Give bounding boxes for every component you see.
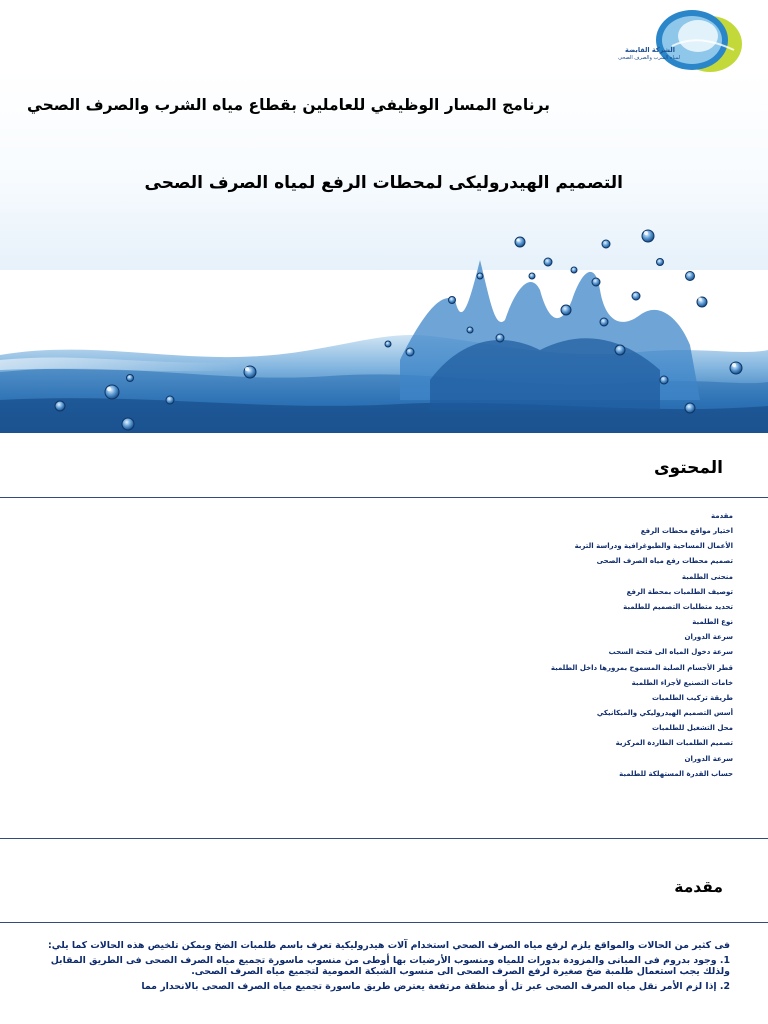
- toc-item[interactable]: تحديد متطلبات التصميم للطلمبة: [623, 602, 733, 611]
- company-logo: [612, 6, 744, 72]
- program-subtitle: برنامج المسار الوظيفي للعاملين بقطاع مياه الشرب والصرف الصحي: [26, 96, 550, 114]
- introduction-section: [0, 840, 768, 1024]
- toc-item[interactable]: تصميم محطات رفع مياه الصرف الصحى: [596, 557, 733, 566]
- toc-item[interactable]: محل التشغيل للطلمبات: [652, 724, 733, 733]
- intro-list-item: [30, 981, 730, 992]
- table-of-contents: [0, 433, 768, 839]
- logo-subtitle: لمياه الشرب والصرف الصحى: [618, 55, 680, 61]
- toc-item[interactable]: توصيف الطلمبات بمحطة الرفع: [626, 587, 733, 596]
- toc-item[interactable]: تصميم الطلمبات الطاردة المركزية: [615, 739, 733, 748]
- toc-item[interactable]: مقدمة: [711, 512, 733, 520]
- toc-item[interactable]: طريقة تركيب الطلمبات: [652, 693, 733, 702]
- toc-item[interactable]: الأعمال المساحية والطبوغرافية ودراسة التربة: [574, 542, 733, 551]
- intro-body: [30, 940, 730, 992]
- toc-item[interactable]: منحنى الطلمبة: [681, 572, 733, 581]
- toc-list: [313, 509, 733, 782]
- toc-item[interactable]: حساب القدرة المستهلكة للطلمبة: [619, 769, 733, 778]
- toc-item[interactable]: سرعة دخول المياه الى فتحة السحب: [608, 648, 733, 657]
- toc-item[interactable]: خامات التصنيع لأجزاء الطلمبة: [631, 678, 733, 687]
- toc-item[interactable]: سرعة الدوران: [684, 754, 733, 763]
- intro-heading: مقدمة: [674, 878, 723, 896]
- cover-banner: [0, 0, 768, 433]
- logo-name: الشركة القابضة: [625, 46, 675, 54]
- intro-list-item: [30, 955, 730, 977]
- intro-divider: [0, 922, 768, 923]
- intro-list: [30, 955, 730, 992]
- intro-item-text: إذا لزم الأمر نقل مياه الصرف الصحى عبر تل أو منطقة مرتفعة يعترض طريق ماسورة تجميع مياه الصرف الصحى بالانحدار مما: [141, 981, 717, 992]
- intro-item-number: 2.: [719, 981, 730, 992]
- toc-item[interactable]: سرعة الدوران: [684, 633, 733, 642]
- intro-item-number: 1.: [719, 955, 730, 966]
- toc-top-divider: [0, 497, 768, 498]
- toc-item[interactable]: قطر الأجسام الصلبة المسموح بمرورها داخل الطلمبة: [550, 663, 733, 672]
- document-title: التصميم الهيدروليكى لمحطات الرفع لمياه الصرف الصحى: [144, 173, 623, 193]
- intro-paragraph: فى كثير من الحالات والمواقع يلزم لرفع مياه الصرف الصحي استخدام آلات هيدروليكية تعرف باسم طلمبات الضخ ويمكن تلخيص هذه الحالات كما يلي:: [48, 940, 730, 951]
- toc-bottom-divider: [0, 838, 768, 839]
- toc-heading: المحتوى: [653, 458, 723, 478]
- toc-item[interactable]: اختيار مواقع محطات الرفع: [640, 527, 733, 536]
- toc-item[interactable]: نوع الطلمبة: [692, 618, 733, 627]
- toc-item[interactable]: أسس التصميم الهيدروليكي والميكانيكي: [596, 709, 733, 718]
- logo-emblem-icon: [612, 6, 744, 72]
- intro-item-text: وجود بدروم فى المبانى والمزودة بدورات للمياه ومنسوب الأرضيات بها أوطى من منسوب ماسورة تجميع مياه الصرف الصحى فى الطريق المقابل ولذلك يجب استعمال طلمبة ضخ صغيرة لرفع الصرف الصحى الى منسوب الشبكة العمومية لتجميع مياه الصرف الصحى.: [50, 955, 730, 977]
